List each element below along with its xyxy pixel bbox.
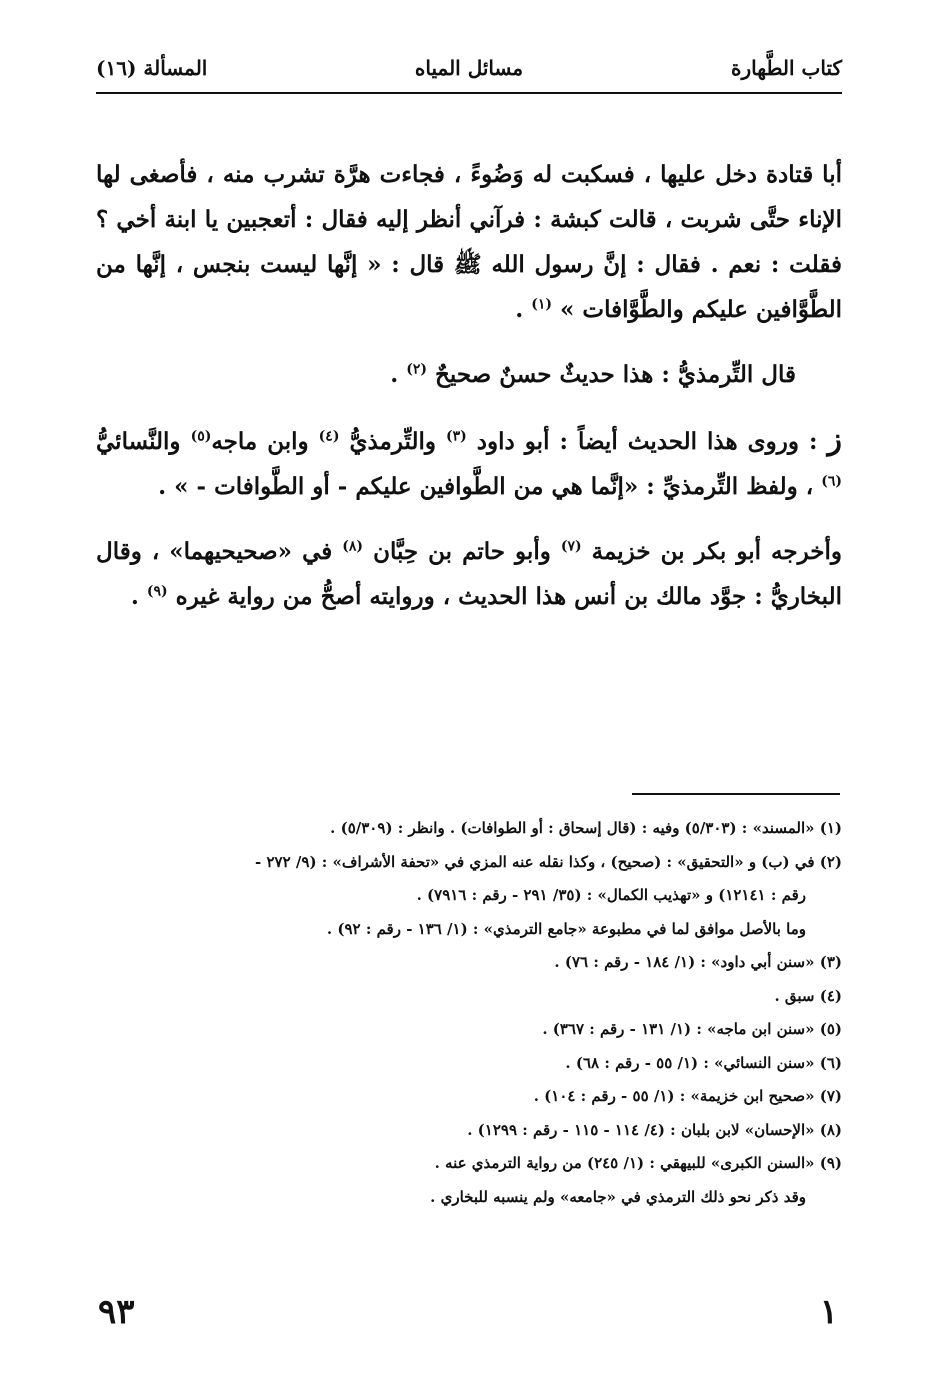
footnote-line: وما بالأصل موافق لما في مطبوعة «جامع الترمذي» : (١/ ١٣٦ - رقم : ٩٢) . <box>326 919 806 938</box>
footnote-line: (٧) «صحيح ابن خزيمة» : (١/ ٥٥ - رقم : ١٠٤) . <box>533 1087 842 1105</box>
paragraph-1 <box>96 152 842 332</box>
paragraph-2-text: قال التِّرمذيُّ : هذا حديثٌ حسنٌ صحيحٌ <box>435 361 796 388</box>
main-text <box>96 152 842 639</box>
paragraph-1-end: . <box>515 296 532 323</box>
footnote-line: (٥) «سنن ابن ماجه» : (١/ ١٣١ - رقم : ٣٦٧) . <box>542 1020 842 1038</box>
issue-label: المسألة (١٦) <box>96 56 208 80</box>
footnote-line: (٩) «السنن الكبرى» للبيهقي : (١/ ٢٤٥) من رواية الترمذي عنه . <box>434 1154 842 1172</box>
paragraph-3-b: والتِّرمذيُّ <box>339 428 446 455</box>
paragraph-3 <box>96 417 842 509</box>
paragraph-1-text: أبا قتادة دخل عليها ، فسكبت له وَضُوءً ، فجاءت هرَّة تشرب منه ، فأصغى لها الإناء حتَّى شربت ، قالت كبشة : فرآني أنظر إليه فقال : أتعجبين يا ابنة أخي ؟ فقلت : نعم . فقال : إنَّ رسول الله ﷺ قال : « إنَّها ليست بنجس ، إنَّها من الطَّوَّافين عليكم والطَّوَّافات » <box>96 161 842 323</box>
chapter-title: مسائل المياه <box>414 56 524 80</box>
footnote-line: (٦) «سنن النسائي» : (١/ ٥٥ - رقم : ٦٨) . <box>565 1053 842 1072</box>
zawaid-symbol: ز <box>827 422 842 457</box>
paragraph-3-c: وابن ماجه <box>211 428 319 455</box>
footnote-line: (٣) «سنن أبي داود» : (١/ ١٨٤ - رقم : ٧٦) . <box>554 953 842 971</box>
footnote-line: رقم : ١٢١٤١) و «تهذيب الكمال» : (٣٥/ ٢٩١ - رقم : ٧٩١٦) . <box>416 886 806 904</box>
footnotes <box>96 812 842 1214</box>
footnote-line: (٤) سبق . <box>774 986 842 1005</box>
footnote-line: (٢) في (ب) و «التحقيق» : (صحيح) ، وكذا نقله عنه المزي في «تحفة الأشراف» : (٩/ ٢٧٢ - <box>255 852 842 871</box>
page-number: ٩٣ <box>98 1292 135 1332</box>
footnote-separator <box>632 793 840 795</box>
footnote-ref-9: (٩) <box>146 583 168 600</box>
paragraph-4-b: وأبو حاتم بن حِبَّان <box>363 538 561 565</box>
paragraph-3-d: والنَّسائيُّ <box>96 428 191 455</box>
paragraph-4-a: وأخرجه أبو بكر بن خزيمة <box>581 538 843 565</box>
footnote-ref-2: (٢) <box>406 361 428 378</box>
footnote-ref-7: (٧) <box>560 538 582 555</box>
paragraph-4 <box>96 529 842 619</box>
footnote-ref-1: (١) <box>531 296 553 313</box>
footnote-ref-6: (٦) <box>821 473 842 490</box>
footnote-line: وقد ذكر نحو ذلك الترمذي في «جامعه» ولم ينسبه للبخاري . <box>430 1187 806 1206</box>
footnote-ref-8: (٨) <box>342 538 364 555</box>
paragraph-4-c: في «صحيحيهما» ، وقال البخاريُّ : جوَّد مالك بن أنس هذا الحديث ، وروايته أصحُّ من رواية غيره <box>96 538 842 610</box>
footnote-ref-3: (٣) <box>446 428 467 445</box>
paragraph-2 <box>96 352 842 397</box>
footnote-line: (٨) «الإحسان» لابن بلبان : (٤/ ١١٤ - ١١٥ - رقم : ١٢٩٩) . <box>467 1120 842 1139</box>
footnote-ref-4: (٤) <box>318 428 340 445</box>
footnote-ref-5: (٥) <box>190 428 212 445</box>
footnote-line: (١) «المسند» : (٥/٣٠٣) وفيه : (قال إسحاق : أو الطوافات) . وانظر : (٥/٣٠٩) . <box>330 819 842 837</box>
paragraph-2-end: . <box>390 361 407 388</box>
running-header <box>96 52 842 94</box>
book-title: كتاب الطَّهارة <box>731 56 842 80</box>
signature-mark: ١ <box>819 1292 838 1332</box>
paragraph-4-end: . <box>130 583 147 610</box>
paragraph-3-e: ، ولفظ التِّرمذيِّ : «إنَّما هي من الطَّوافين عليكم - أو الطَّوافات - » . <box>158 473 822 500</box>
paragraph-3-a: : وروى هذا الحديث أيضاً : أبو داود <box>466 428 828 455</box>
